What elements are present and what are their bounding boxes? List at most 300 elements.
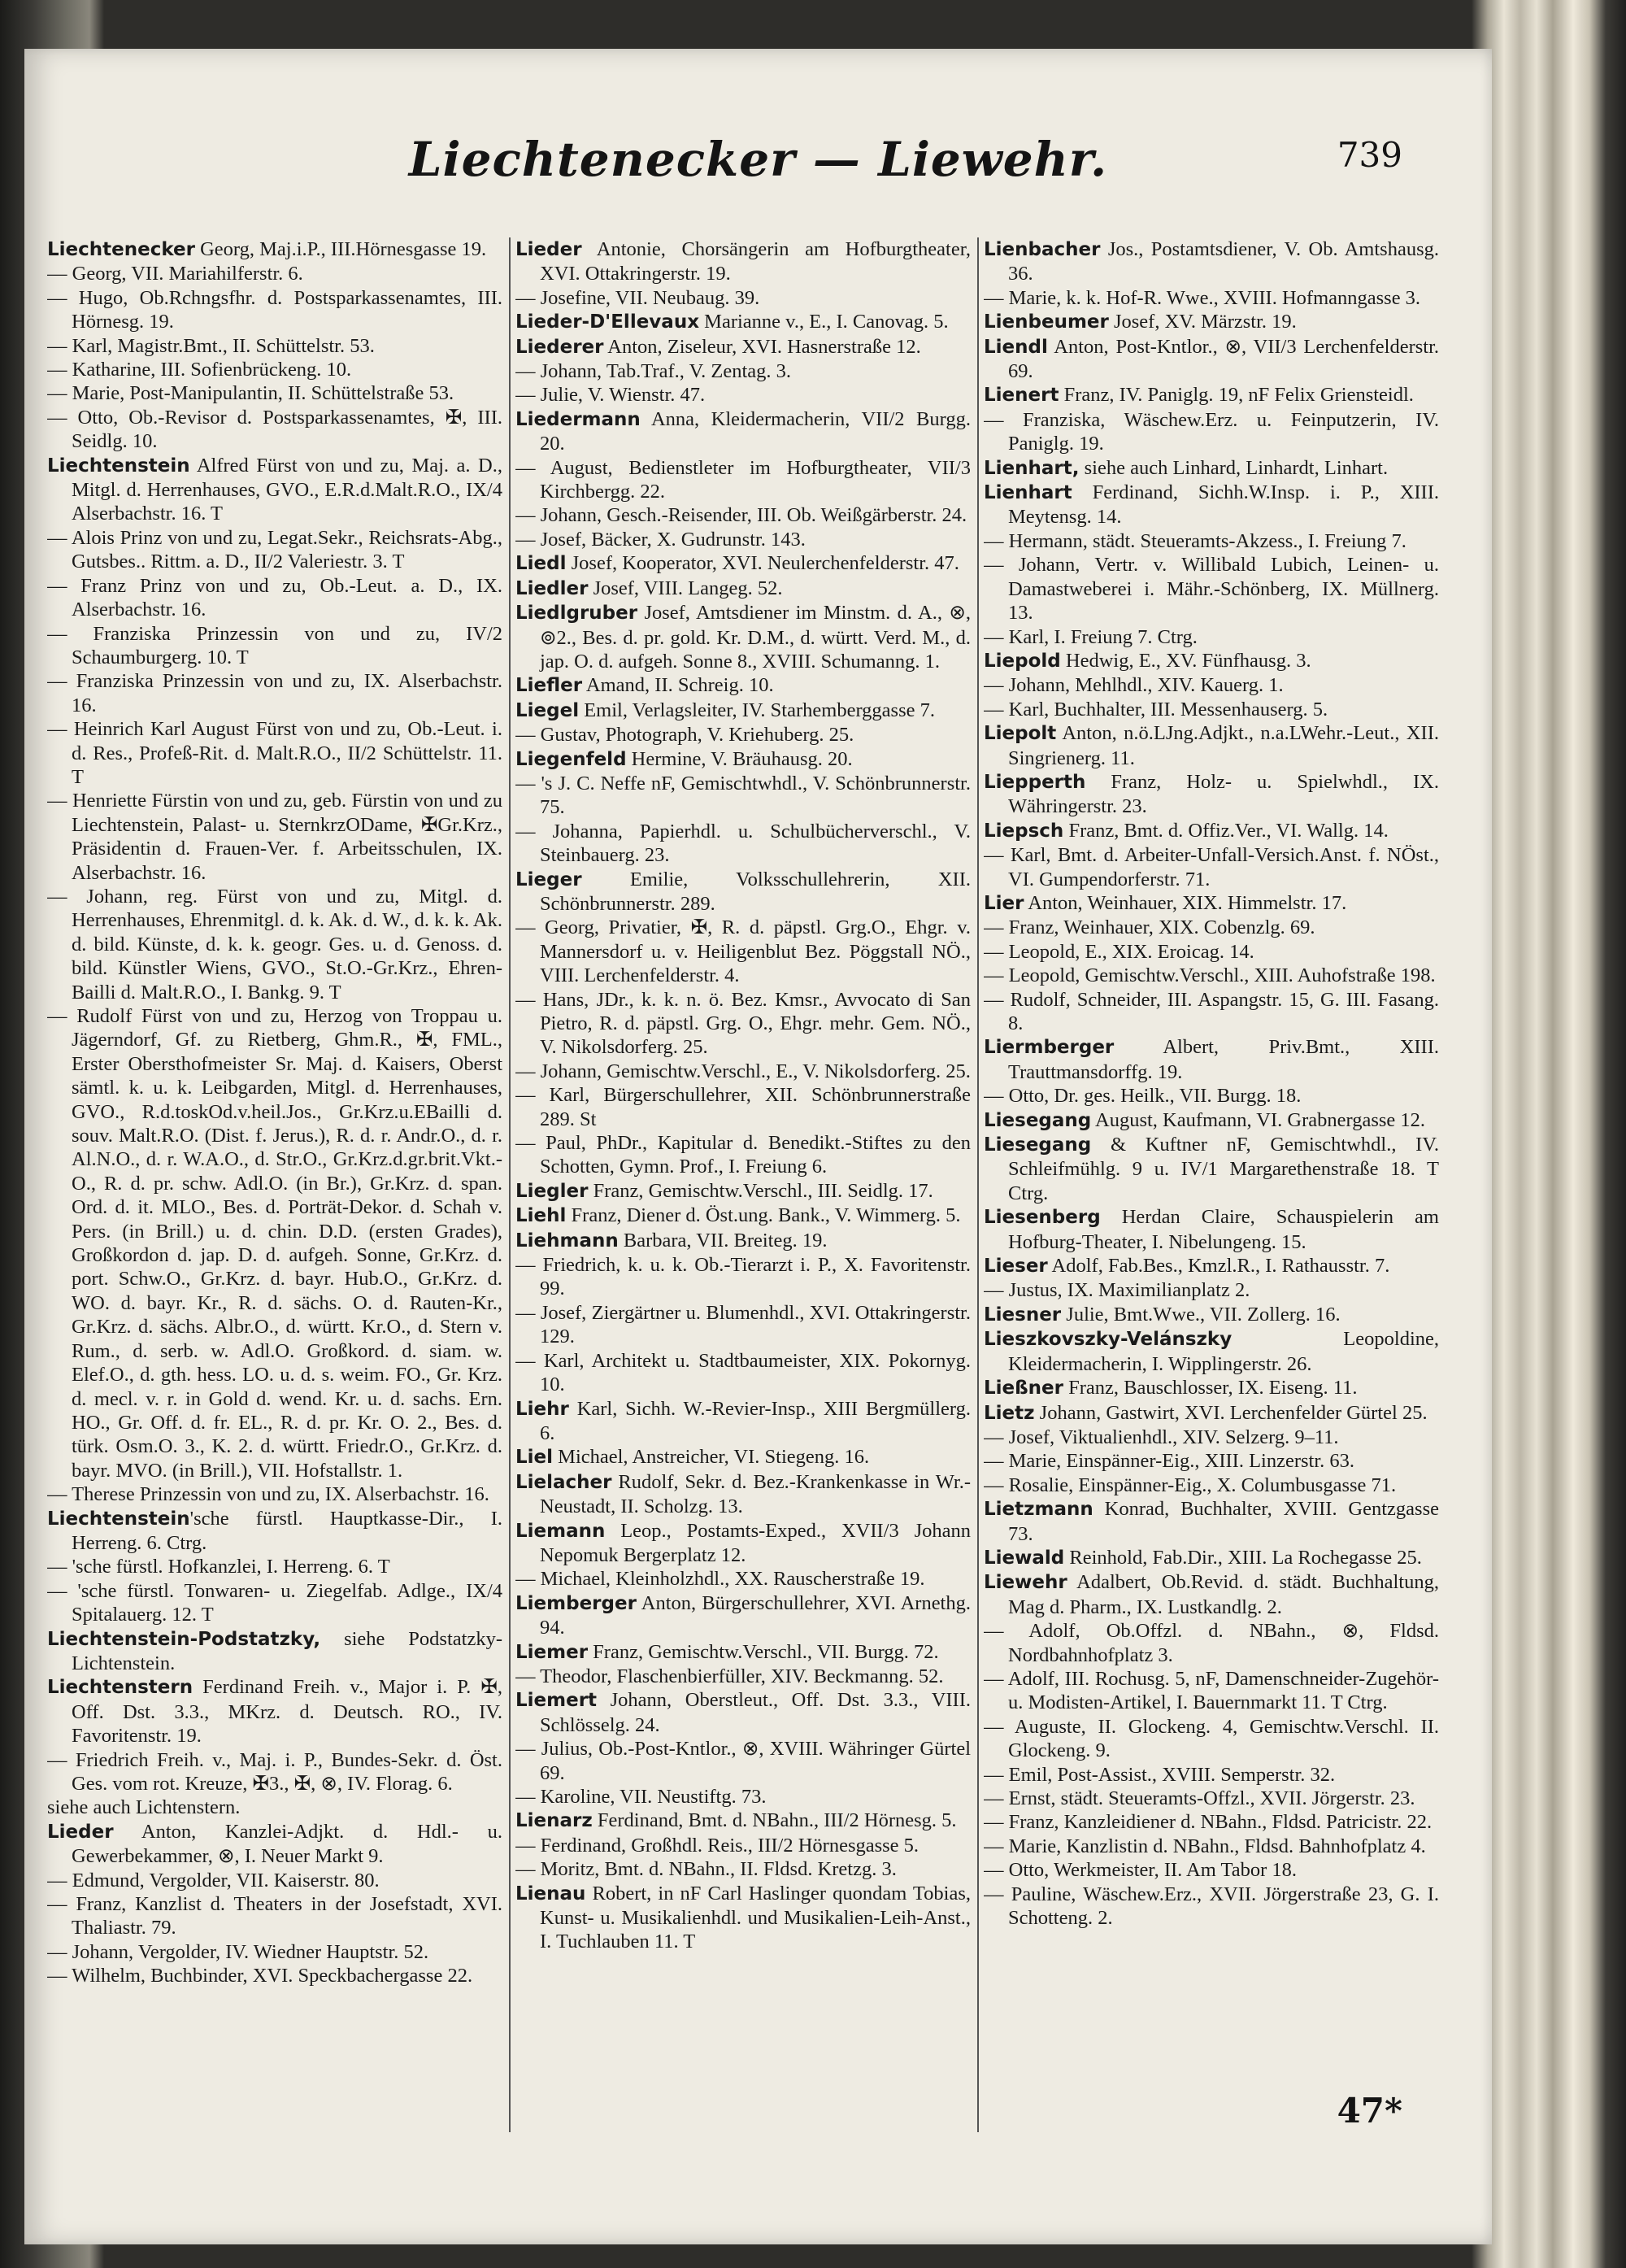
entry-surname: Liechtenstein bbox=[47, 1508, 190, 1530]
directory-entry bbox=[984, 1108, 1439, 1133]
directory-entry bbox=[47, 1869, 502, 1892]
directory-entry bbox=[984, 1619, 1439, 1667]
directory-entry bbox=[515, 747, 971, 772]
entry-surname: Liedler bbox=[515, 577, 589, 599]
page-title: Liechtenecker — Liewehr. bbox=[408, 132, 1108, 187]
directory-entry bbox=[515, 1591, 971, 1640]
entry-surname: Liewehr bbox=[984, 1572, 1067, 1594]
directory-entry bbox=[515, 359, 971, 383]
entry-details: Franz, Bmt. d. Offiz.Ver., VI. Wallg. 14. bbox=[1063, 819, 1389, 842]
directory-entry bbox=[984, 335, 1439, 384]
entry-details: — Karl, Buchhalter, III. Messenhauserg. 5. bbox=[984, 698, 1328, 720]
entry-details: Ferdinand Freih. v., Major i. P. ✠, Off. Dst. 3.3., MKrz. d. Deutsch. RO., IV. Favoritenstr. 19. bbox=[72, 1676, 502, 1748]
entry-details: — Katharine, III. Sofienbrückeng. 10. bbox=[47, 359, 352, 381]
directory-entry bbox=[984, 1303, 1439, 1327]
entry-details: Reinhold, Fab.Dir., XIII. La Rochegasse 25. bbox=[1064, 1546, 1422, 1569]
directory-entry bbox=[515, 1567, 971, 1591]
entry-details: Franz, Gemischtw.Verschl., VII. Burgg. 72. bbox=[588, 1640, 939, 1663]
entry-surname: Liegler bbox=[515, 1180, 589, 1202]
directory-entry bbox=[984, 1278, 1439, 1302]
entry-surname: Lienarz bbox=[515, 1810, 593, 1832]
entry-surname: Liesner bbox=[984, 1304, 1062, 1326]
directory-entry bbox=[47, 1892, 502, 1940]
directory-entry bbox=[984, 1858, 1439, 1882]
directory-entry bbox=[515, 601, 971, 673]
directory-entry bbox=[515, 528, 971, 551]
entry-details: — Michael, Kleinholzhdl., XX. Rauscherstraße 19. bbox=[515, 1568, 925, 1591]
entry-details: — Johann, Gesch.-Reisender, III. Ob. Weißgärberstr. 24. bbox=[515, 504, 967, 527]
directory-entry bbox=[984, 1667, 1439, 1715]
directory-entry bbox=[984, 310, 1439, 334]
directory-entry bbox=[515, 1445, 971, 1469]
entry-surname: Lienhart, bbox=[984, 457, 1080, 479]
entry-details: — Moritz, Bmt. d. NBahn., II. Fldsd. Kretzg. 3. bbox=[515, 1858, 897, 1881]
entry-details: — Pauline, Wäschew.Erz., XVII. Jörgerstraße 23, G. I. Schotteng. 2. bbox=[984, 1883, 1439, 1930]
entry-details: Julie, Bmt.Wwe., VII. Zollerg. 16. bbox=[1061, 1303, 1341, 1326]
entry-surname: Lielacher bbox=[515, 1471, 612, 1493]
directory-entry bbox=[47, 1004, 502, 1482]
directory-entry bbox=[47, 885, 502, 1004]
entry-details: August, Kaufmann, VI. Grabnergasse 12. bbox=[1091, 1108, 1426, 1131]
entry-details: Anton, Ziseleur, XVI. Hasnerstraße 12. bbox=[603, 335, 921, 358]
entry-surname: Lienau bbox=[515, 1883, 586, 1905]
directory-entry bbox=[984, 553, 1439, 625]
entry-surname: Liedermann bbox=[515, 408, 641, 430]
directory-entry bbox=[984, 673, 1439, 697]
entry-details: — Emil, Post-Assist., XVIII. Semperstr. 32. bbox=[984, 1763, 1336, 1786]
entry-details: & Kuftner nF, Gemischtwhdl., IV. Schleifmühlg. 9 u. IV/1 Margarethenstraße 18. T Ctrg. bbox=[1008, 1134, 1439, 1204]
entry-details: Marianne v., E., I. Canovag. 5. bbox=[699, 311, 949, 333]
directory-entry bbox=[515, 1640, 971, 1665]
directory-entry bbox=[984, 1205, 1439, 1254]
entry-details: — Josef, Bäcker, X. Gudrunstr. 143. bbox=[515, 528, 806, 551]
directory-entry bbox=[47, 1796, 502, 1819]
entry-details: — Karl, Magistr.Bmt., II. Schüttelstr. 53. bbox=[47, 334, 375, 357]
directory-entry bbox=[47, 1627, 502, 1676]
directory-entry bbox=[515, 1060, 971, 1083]
entry-details: Anton, Kanzlei-Adjkt. d. Hdl.- u. Gewerbekammer, ⊗, I. Neuer Markt 9. bbox=[72, 1820, 502, 1868]
entry-surname: Liesenberg bbox=[984, 1207, 1101, 1229]
entry-details: Anton, Post-Kntlor., ⊗, VII/3 Lerchenfelderstr. 69. bbox=[1008, 335, 1439, 383]
directory-entry bbox=[515, 1470, 971, 1519]
entry-details: Ferdinand, Sichh.W.Insp. i. P., XIII. Meytensg. 14. bbox=[1008, 481, 1439, 529]
entry-details: — Josef, Ziergärtner u. Blumenhdl., XVI. Ottakringerstr. 129. bbox=[515, 1301, 971, 1348]
entry-details: — Hans, JDr., k. k. n. ö. Bez. Kmsr., Avvocato di San Pietro, R. d. päpstl. Grg. O., Ehgr. mehr. Gem. NÖ., V. Nikolsdorferg. 25. bbox=[515, 988, 971, 1059]
entry-details: — Friedrich Freih. v., Maj. i. P., Bundes-Sekr. d. Öst. Ges. vom rot. Kreuze, ✠3., ✠, ⊗, IV. Florag. 6. bbox=[47, 1748, 502, 1795]
entry-surname: Lieder-D'Ellevaux bbox=[515, 311, 700, 333]
entry-details: Jos., Postamtsdiener, V. Ob. Amtshausg. 36. bbox=[1008, 238, 1439, 285]
entry-details: Ferdinand, Bmt. d. NBahn., III/2 Hörnesg. 5. bbox=[592, 1809, 957, 1832]
entry-details: — 'sche fürstl. Tonwaren- u. Ziegelfab. Adlge., IX/4 Spitalauerg. 12. T bbox=[47, 1579, 502, 1626]
entry-surname: Lieser bbox=[984, 1256, 1048, 1278]
directory-entry bbox=[984, 721, 1439, 770]
entry-details: — Karoline, VII. Neustiftg. 73. bbox=[515, 1786, 767, 1808]
directory-entry bbox=[515, 383, 971, 407]
entry-details: Emil, Verlagsleiter, IV. Starhemberggasse 7. bbox=[579, 699, 935, 721]
entry-details: — Marie, Kanzlistin d. NBahn., Fldsd. Bahnhofplatz 4. bbox=[984, 1835, 1426, 1857]
entry-details: — Julie, V. Wienstr. 47. bbox=[515, 384, 706, 407]
directory-entry bbox=[515, 310, 971, 334]
entry-surname: Liel bbox=[515, 1447, 554, 1469]
entry-details: Josef, Kooperator, XVI. Neulerchenfelderstr. 47. bbox=[566, 552, 959, 575]
entry-details: — Johann, reg. Fürst von und zu, Mitgl. d. Herrenhauses, Ehrenmitgl. d. k. Ak. d. W., d. k. k. Ak. d. bild. Künste, d. k. k. geogr. Ges. u. d. Genoss. d. bild. Künstler Wiens, GVO., St.O.-Gr.Krz., Ehren-Bailli d. Malt.R.O., I. Bankg. 9. T bbox=[47, 885, 502, 1003]
entry-details: Johann, Gastwirt, XVI. Lerchenfelder Gürtel 25. bbox=[1034, 1401, 1428, 1424]
entry-details: Alfred Fürst von und zu, Maj. a. D., Mitgl. d. Herrenhauses, GVO., E.R.d.Malt.R.O., IX/4 Alserbachstr. 16. T bbox=[72, 454, 502, 525]
entry-details: — Hugo, Ob.Rchngsfhr. d. Postsparkassenamtes, III. Hörnesg. 19. bbox=[47, 286, 502, 333]
directory-entry bbox=[984, 916, 1439, 939]
entry-details: — Theodor, Flaschenbierfüller, XIV. Beckmanng. 52. bbox=[515, 1665, 944, 1687]
entry-details: — Edmund, Vergolder, VII. Kaiserstr. 80. bbox=[47, 1869, 380, 1891]
entry-surname: Liehr bbox=[515, 1398, 569, 1420]
entry-surname: Liewald bbox=[984, 1547, 1065, 1569]
entry-surname: Lienert bbox=[984, 385, 1059, 407]
entry-details: — Gustav, Photograph, V. Kriehuberg. 25. bbox=[515, 724, 854, 747]
directory-entry bbox=[47, 381, 502, 405]
entry-details: Franz, Gemischtw.Verschl., III. Seidlg. 17. bbox=[588, 1179, 933, 1202]
entry-details: — Adolf, III. Rochusg. 5, nF, Damenschneider-Zugehör- u. Modisten-Artikel, I. Bauernmarkt 11. T Ctrg. bbox=[984, 1667, 1439, 1714]
entry-details: — Franz, Kanzleidiener d. NBahn., Fldsd. Patricistr. 22. bbox=[984, 1811, 1433, 1834]
directory-entry bbox=[515, 1834, 971, 1857]
directory-entry bbox=[47, 1555, 502, 1578]
directory-entry bbox=[515, 286, 971, 310]
entry-surname: Liepperth bbox=[984, 771, 1086, 793]
entry-surname: Lietz bbox=[984, 1402, 1035, 1424]
directory-entry bbox=[984, 1376, 1439, 1400]
directory-entry bbox=[984, 1883, 1439, 1931]
entry-details: — Leopold, E., XIX. Eroicag. 14. bbox=[984, 940, 1254, 963]
directory-entry bbox=[984, 1546, 1439, 1570]
entry-details: — Hermann, städt. Steueramts-Akzess., I. Freiung 7. bbox=[984, 529, 1406, 552]
entry-surname: Liepolt bbox=[984, 723, 1057, 745]
entry-details: Josef, Amtsdiener im Minstm. d. A., ⊗, ⊚2., Bes. d. pr. gold. Kr. D.M., d. württ. Verd. M., d. jap. O. d. aufgeh. Sonne 8., XVIII. Schumanng. 1. bbox=[540, 602, 971, 673]
directory-entry bbox=[47, 622, 502, 670]
directory-entry bbox=[984, 1835, 1439, 1858]
entry-details: Josef, XV. Märzstr. 19. bbox=[1108, 311, 1297, 333]
entry-surname: Liefler bbox=[515, 675, 583, 697]
entry-details: — Therese Prinzessin von und zu, IX. Alserbachstr. 16. bbox=[47, 1483, 489, 1506]
entry-details: Franz, Holz- u. Spielwhdl., IX. Währingerstr. 23. bbox=[1008, 770, 1439, 818]
entry-details: — Georg, Privatier, ✠, R. d. päpstl. Grg.O., Ehgr. v. Mannersdorf u. v. Heiligenblut Bez. Pöggstall NÖ., VIII. Lerchenfelderstr. 4. bbox=[515, 916, 971, 987]
directory-entry bbox=[515, 1083, 971, 1131]
entry-surname: Liepold bbox=[984, 650, 1061, 672]
entry-details: Anna, Kleidermacherin, VII/2 Burgg. 20. bbox=[540, 407, 971, 455]
directory-entry bbox=[47, 1579, 502, 1627]
directory-entry bbox=[515, 1688, 971, 1737]
entry-details: — Franziska Prinzessin von und zu, IX. Alserbachstr. 16. bbox=[47, 670, 502, 716]
entry-details: — Otto, Ob.-Revisor d. Postsparkassenamtes, ✠, III. Seidlg. 10. bbox=[47, 406, 502, 453]
directory-column-2 bbox=[515, 237, 971, 2132]
entry-details: — Marie, Post-Manipulantin, II. Schüttelstraße 53. bbox=[47, 382, 454, 405]
entry-details: — Karl, Bmt. d. Arbeiter-Unfall-Versich.Anst. f. NÖst., VI. Gumpendorferstr. 71. bbox=[984, 844, 1439, 890]
directory-entry bbox=[515, 868, 971, 916]
entry-surname: Liegenfeld bbox=[515, 748, 627, 770]
entry-details: — Otto, Werkmeister, II. Am Tabor 18. bbox=[984, 1859, 1298, 1882]
directory-entry bbox=[515, 1737, 971, 1785]
entry-details: — Johann, Tab.Traf., V. Zentag. 3. bbox=[515, 360, 792, 383]
directory-entry bbox=[984, 891, 1439, 916]
directory-entry bbox=[47, 262, 502, 285]
entry-details: Adolf, Fab.Bes., Kmzl.R., I. Rathausstr. 7. bbox=[1047, 1255, 1390, 1278]
entry-details: Leopoldine, Kleidermacherin, I. Wipplingerstr. 26. bbox=[1008, 1328, 1439, 1375]
entry-details: Anton, n.ö.LJng.Adjkt., n.a.LWehr.-Leut., XII. Singrienerg. 11. bbox=[1008, 722, 1439, 769]
entry-details: — Karl, I. Freiung 7. Ctrg. bbox=[984, 625, 1198, 648]
entry-details: — Auguste, II. Glockeng. 4, Gemischtw.Verschl. II. Glockeng. 9. bbox=[984, 1715, 1439, 1762]
entry-details: — Rudolf Fürst von und zu, Herzog von Troppau u. Jägerndorf, Gf. zu Rietberg, Ghm.R., ✠, FML., Erster Obersthofmeister Sr. Maj. d. Kaisers, Oberst sämtl. k. u. k. Leibgarden, Mitgl. d. Herrenhauses, GVO., R.d.toskOd.v.heil.Jos., Gr.Krz.u.EBailli d. souv. Malt.R.O. (Dist. f. Jerus.), R. d. r. Andr.O., d. r. Al.N.O., d. r. W.A.O., d. Str.O., Gr.Krz.d.gr.brit.Vkt.-O., R. d. pr. schw. Adl.O. (in Br.), Gr.Krz. d. span. Ord. d. it. MLO., Bes. d. Porträt-Dekor. d. Schah v. Pers. (in Brill.) u. d. chin. D.D. (ersten Grades), Großkordon d. jap. D. d. aufgeh. Sonne, Gr.Krz. d. port. Schw.O., Gr.Krz. d. bayr. Hub.O., Gr.Krz. d. WO. d. bayr. Kr., R. d. sächs. O. d. Rauten-Kr., Gr.Krz. d. sächs. Albr.O., d. württ. Kr.O., d. Stern v. Rum., d. serb. w. Adl.O. Großkord. d. siam. w. Elef.O., d. gth. hess. LO. u. d. s. weim. FO., Gr. Krz. d. mecl. v. r. in Gold d. wend. Kr. u. d. sachs. Ern. HO., Gr. Off. d. fr. EL., R. d. pr. Kr. O. 2., Bes. d. türk. Osm.O. 3., K. 2. d. württ. Friedr.O., Gr.Krz. d. bayr. MVO. (in Brill.), VII. Hofstallstr. 1. bbox=[47, 1005, 502, 1482]
entry-details: — Franz Prinz von und zu, Ob.-Leut. a. D., IX. Alserbachstr. 16. bbox=[47, 574, 502, 621]
directory-entry bbox=[47, 526, 502, 574]
entry-details: — Franz, Kanzlist d. Theaters in der Josefstadt, XVI. Thaliastr. 79. bbox=[47, 1893, 502, 1939]
directory-column-1 bbox=[47, 237, 502, 2132]
page-header bbox=[24, 124, 1492, 202]
directory-column-3 bbox=[984, 237, 1439, 2132]
entry-details: Georg, Maj.i.P., III.Hörnesgasse 19. bbox=[194, 238, 487, 260]
directory-entry bbox=[984, 286, 1439, 310]
entry-details: — Franz, Weinhauer, XIX. Cobenzlg. 69. bbox=[984, 916, 1315, 939]
directory-entry bbox=[515, 820, 971, 868]
entry-surname: Lier bbox=[984, 892, 1024, 914]
entry-details: — Heinrich Karl August Fürst von und zu, Ob.-Leut. i. d. Res., Profeß-Rit. d. Malt.R.O., II/2 Schüttelstr. 11. T bbox=[47, 718, 502, 788]
directory-entry bbox=[984, 1084, 1439, 1108]
entry-details: Emilie, Volksschullehrerin, XII. Schönbrunnerstr. 289. bbox=[540, 868, 971, 915]
entry-surname: Liedlgruber bbox=[515, 603, 638, 625]
directory-entry bbox=[984, 1810, 1439, 1834]
directory-entry bbox=[984, 1035, 1439, 1084]
directory-entry bbox=[515, 1301, 971, 1349]
directory-entry bbox=[984, 843, 1439, 891]
entry-details: Leop., Postamts-Exped., XVII/3 Johann Nepomuk Bergerplatz 12. bbox=[540, 1519, 971, 1566]
directory-entry bbox=[984, 237, 1439, 286]
entry-details: Konrad, Buchhalter, XVIII. Gentzgasse 73. bbox=[1008, 1498, 1439, 1545]
directory-entry bbox=[515, 577, 971, 601]
directory-entry bbox=[47, 358, 502, 381]
directory-entry bbox=[47, 237, 502, 262]
entry-details: 'sche fürstl. Hauptkasse-Dir., I. Herreng. 6. Ctrg. bbox=[72, 1507, 502, 1554]
column-divider bbox=[977, 237, 979, 2132]
entry-surname: Lieger bbox=[515, 868, 582, 890]
directory-entry bbox=[984, 1715, 1439, 1763]
directory-entry bbox=[515, 723, 971, 747]
entry-details: — Karl, Bürgerschullehrer, XII. Schönbrunnerstraße 289. St bbox=[515, 1084, 971, 1130]
entry-details: Rudolf, Sekr. d. Bez.-Krankenkasse in Wr.-Neustadt, II. Scholzg. 13. bbox=[540, 1470, 971, 1518]
directory-entry bbox=[984, 1327, 1439, 1376]
directory-entry bbox=[47, 717, 502, 789]
entry-details: — August, Bedienstleter im Hofburgtheater, VII/3 Kirchbergg. 22. bbox=[515, 456, 971, 503]
directory-entry bbox=[515, 1253, 971, 1301]
directory-entry bbox=[515, 1857, 971, 1881]
entry-details: — Otto, Dr. ges. Heilk., VII. Burgg. 18. bbox=[984, 1085, 1302, 1108]
entry-details: Robert, in nF Carl Haslinger quondam Tobias, Kunst- u. Musikalienhdl. und Musikalien-Leih-Anst., I. Tuchlauben 11. T bbox=[540, 1882, 971, 1953]
entry-details: — Rosalie, Einspänner-Eig., X. Columbusgasse 71. bbox=[984, 1474, 1397, 1496]
directory-entry bbox=[515, 988, 971, 1060]
entry-surname: Lieder bbox=[47, 1821, 114, 1843]
entry-surname: Liehmann bbox=[515, 1230, 619, 1252]
directory-entry bbox=[47, 669, 502, 717]
entry-surname: Liechtenstern bbox=[47, 1677, 193, 1699]
entry-details: — Henriette Fürstin von und zu, geb. Fürstin von und zu Liechtenstein, Palast- u. SternkrzODame, ✠Gr.Krz., Präsidentin d. Frauen-Ver. f. Arbeitsschulen, IX. Alserbachstr. 16. bbox=[47, 790, 502, 884]
entry-details: Franz, IV. Paniglg. 19, nF Felix Griensteidl. bbox=[1059, 384, 1414, 407]
entry-details: siehe auch Linhard, Linhardt, Linhart. bbox=[1079, 456, 1389, 479]
directory-entry bbox=[984, 649, 1439, 673]
directory-entry bbox=[984, 988, 1439, 1036]
directory-entry bbox=[515, 673, 971, 698]
directory-entry bbox=[515, 1882, 971, 1954]
entry-details: Franz, Bauschlosser, IX. Eiseng. 11. bbox=[1063, 1377, 1358, 1400]
directory-entry bbox=[515, 1809, 971, 1833]
entry-surname: Lienbeumer bbox=[984, 311, 1109, 333]
entry-surname: Liermberger bbox=[984, 1037, 1115, 1059]
entry-details: Albert, Priv.Bmt., XIII. Trauttmansdorffg. 19. bbox=[1008, 1036, 1439, 1083]
entry-surname: Liemann bbox=[515, 1520, 606, 1542]
entry-details: Amand, II. Schreig. 10. bbox=[582, 674, 774, 697]
entry-surname: Lienbacher bbox=[984, 239, 1101, 260]
entry-details: — Ferdinand, Großhdl. Reis., III/2 Hörnesgasse 5. bbox=[515, 1834, 920, 1857]
directory-entry bbox=[515, 1131, 971, 1179]
directory-entry bbox=[515, 1785, 971, 1809]
signature-mark: 47* bbox=[1337, 2091, 1402, 2131]
entry-details: — Johanna, Papierhdl. u. Schulbücherverschl., V. Steinbauerg. 23. bbox=[515, 820, 971, 867]
entry-surname: Liemer bbox=[515, 1641, 589, 1663]
directory-entry bbox=[984, 456, 1439, 481]
directory-entry bbox=[47, 1964, 502, 1987]
entry-details: — 's J. C. Neffe nF, Gemischtwhdl., V. Schönbrunnerstr. 75. bbox=[515, 772, 971, 819]
directory-entry bbox=[515, 503, 971, 527]
directory-entry bbox=[47, 286, 502, 334]
entry-surname: Liehl bbox=[515, 1205, 567, 1227]
directory-entry bbox=[984, 1570, 1439, 1619]
directory-entry bbox=[47, 1940, 502, 1964]
entry-details: — Paul, PhDr., Kapitular d. Benedikt.-Stiftes zu den Schotten, Gymn. Prof., I. Freiung 6. bbox=[515, 1132, 971, 1178]
entry-details: — Ernst, städt. Steueramts-Offzl., XVII. Jörgerstr. 23. bbox=[984, 1787, 1415, 1809]
entry-details: — Franziska Prinzessin von und zu, IV/2 Schaumburgerg. 10. T bbox=[47, 622, 502, 668]
entry-details: Adalbert, Ob.Revid. d. städt. Buchhaltung, Mag d. Pharm., IX. Lustkandlg. 2. bbox=[1008, 1571, 1439, 1618]
entry-details: — Georg, VII. Mariahilferstr. 6. bbox=[47, 263, 303, 285]
entry-details: Michael, Anstreicher, VI. Stiegeng. 16. bbox=[553, 1446, 870, 1469]
entry-details: — Rudolf, Schneider, III. Aspangstr. 15, G. III. Fasang. 8. bbox=[984, 988, 1439, 1034]
column-divider bbox=[509, 237, 511, 2132]
entry-surname: Lieszkovszky-Velánszky bbox=[984, 1329, 1233, 1351]
directory-entry bbox=[984, 698, 1439, 721]
directory-entry bbox=[984, 1449, 1439, 1473]
directory-entry bbox=[984, 383, 1439, 407]
entry-surname: Liemberger bbox=[515, 1592, 637, 1614]
directory-entry bbox=[984, 1787, 1439, 1810]
entry-details: — Josef, Viktualienhdl., XIV. Selzerg. 9–11. bbox=[984, 1426, 1339, 1448]
directory-entry bbox=[515, 1665, 971, 1688]
entry-details: Anton, Weinhauer, XIX. Himmelstr. 17. bbox=[1024, 891, 1347, 914]
entry-details: — Josefine, VII. Neubaug. 39. bbox=[515, 286, 760, 309]
directory-entry bbox=[515, 237, 971, 286]
entry-surname: Liemert bbox=[515, 1690, 598, 1712]
entry-details: Johann, Oberstleut., Off. Dst. 3.3., VIII. Schlösselg. 24. bbox=[540, 1689, 971, 1736]
entry-details: — Adolf, Ob.Offzl. d. NBahn., ⊗, Fldsd. Nordbahnhofplatz 3. bbox=[984, 1620, 1439, 1666]
directory-entry bbox=[47, 574, 502, 622]
entry-details: Josef, VIII. Langeg. 52. bbox=[588, 577, 783, 599]
entry-details: Hermine, V. Bräuhausg. 20. bbox=[626, 747, 853, 770]
entry-surname: Lietzmann bbox=[984, 1499, 1093, 1521]
directory-entry bbox=[984, 1474, 1439, 1497]
entry-surname: Liesegang bbox=[984, 1134, 1092, 1156]
directory-entry bbox=[515, 335, 971, 359]
directory-entry bbox=[515, 1397, 971, 1446]
entry-details: — Alois Prinz von und zu, Legat.Sekr., Reichsrats-Abg., Gutsbes.. Rittm. a. D., II/2 Valeriestr. 3. T bbox=[47, 526, 502, 573]
entry-details: — Friedrich, k. u. k. Ob.-Tierarzt i. P., X. Favoritenstr. 99. bbox=[515, 1254, 971, 1300]
entry-details: — Franziska, Wäschew.Erz. u. Feinputzerin, IV. Paniglg. 19. bbox=[984, 408, 1439, 455]
entry-surname: Liechtenstein-Podstatzky, bbox=[47, 1628, 321, 1650]
directory-entry bbox=[47, 1820, 502, 1869]
entry-details: siehe auch Lichtenstern. bbox=[47, 1796, 241, 1819]
directory-entry bbox=[984, 1133, 1439, 1205]
entry-surname: Lienhart bbox=[984, 482, 1072, 504]
directory-entry bbox=[984, 1426, 1439, 1449]
directory-entry bbox=[515, 551, 971, 576]
directory-entry bbox=[984, 1254, 1439, 1278]
directory-entry bbox=[47, 334, 502, 358]
entry-details: — Johann, Vergolder, IV. Wiedner Hauptstr. 52. bbox=[47, 1940, 429, 1963]
entry-details: — Johann, Vertr. v. Willibald Lubich, Leinen- u. Damastweberei i. Mähr.-Schönberg, IX. Müllnerg. 13. bbox=[984, 554, 1439, 625]
directory-entry bbox=[47, 789, 502, 885]
entry-surname: Lieder bbox=[515, 239, 582, 260]
directory-entry bbox=[47, 1675, 502, 1748]
directory-entry bbox=[515, 772, 971, 820]
entry-details: — Leopold, Gemischtw.Verschl., XIII. Auhofstraße 198. bbox=[984, 964, 1436, 987]
directory-entry bbox=[515, 1204, 971, 1228]
directory-entry bbox=[515, 456, 971, 504]
entry-surname: Liedl bbox=[515, 553, 567, 575]
directory-entry bbox=[984, 1401, 1439, 1426]
directory-entry bbox=[47, 1482, 502, 1506]
entry-details: Herdan Claire, Schauspielerin am Hofburg-Theater, I. Nibelungeng. 15. bbox=[1008, 1206, 1439, 1253]
directory-entry bbox=[515, 1519, 971, 1568]
directory-entry bbox=[47, 406, 502, 454]
entry-details: Anton, Bürgerschullehrer, XVI. Arnethg. 94. bbox=[540, 1591, 971, 1639]
directory-entry bbox=[984, 481, 1439, 529]
directory-page bbox=[24, 49, 1492, 2244]
entry-details: — Johann, Gemischtw.Verschl., E., V. Nikolsdorferg. 25. bbox=[515, 1060, 971, 1082]
entry-details: — Marie, k. k. Hof-R. Wwe., XVIII. Hofmanngasse 3. bbox=[984, 286, 1421, 309]
directory-entry bbox=[47, 1748, 502, 1796]
directory-entry bbox=[515, 1349, 971, 1397]
directory-entry bbox=[515, 407, 971, 456]
directory-entry bbox=[984, 408, 1439, 456]
entry-surname: Liesegang bbox=[984, 1109, 1092, 1131]
entry-surname: Liederer bbox=[515, 336, 604, 358]
page-number: 739 bbox=[1337, 135, 1402, 175]
directory-entry bbox=[984, 819, 1439, 843]
entry-details: — Johann, Mehlhdl., XIV. Kauerg. 1. bbox=[984, 674, 1284, 697]
directory-entry bbox=[984, 1497, 1439, 1546]
directory-entry bbox=[984, 770, 1439, 819]
directory-entry bbox=[984, 625, 1439, 649]
entry-surname: Liechtenstein bbox=[47, 455, 190, 477]
entry-details: siehe Podstatzky-Lichtenstein. bbox=[72, 1627, 502, 1674]
directory-entry bbox=[515, 1229, 971, 1253]
entry-surname: Ließner bbox=[984, 1378, 1063, 1400]
directory-entry bbox=[515, 1179, 971, 1204]
directory-entry bbox=[515, 916, 971, 987]
entry-surname: Liegel bbox=[515, 699, 580, 721]
entry-surname: Liendl bbox=[984, 336, 1048, 358]
entry-details: Hedwig, E., XV. Fünfhausg. 3. bbox=[1060, 649, 1311, 672]
directory-entry bbox=[47, 1507, 502, 1556]
directory-entry bbox=[984, 964, 1439, 987]
entry-details: — Karl, Architekt u. Stadtbaumeister, XIX. Pokornyg. 10. bbox=[515, 1349, 971, 1396]
entry-surname: Liechtenecker bbox=[47, 239, 195, 260]
entry-details: — Julius, Ob.-Post-Kntlor., ⊗, XVIII. Währinger Gürtel 69. bbox=[515, 1738, 971, 1784]
directory-entry bbox=[984, 529, 1439, 553]
entry-details: — Justus, IX. Maximilianplatz 2. bbox=[984, 1279, 1250, 1302]
entry-details: — 'sche fürstl. Hofkanzlei, I. Herreng. 6. T bbox=[47, 1556, 390, 1578]
entry-details: Franz, Diener d. Öst.ung. Bank., V. Wimmerg. 5. bbox=[566, 1204, 961, 1227]
